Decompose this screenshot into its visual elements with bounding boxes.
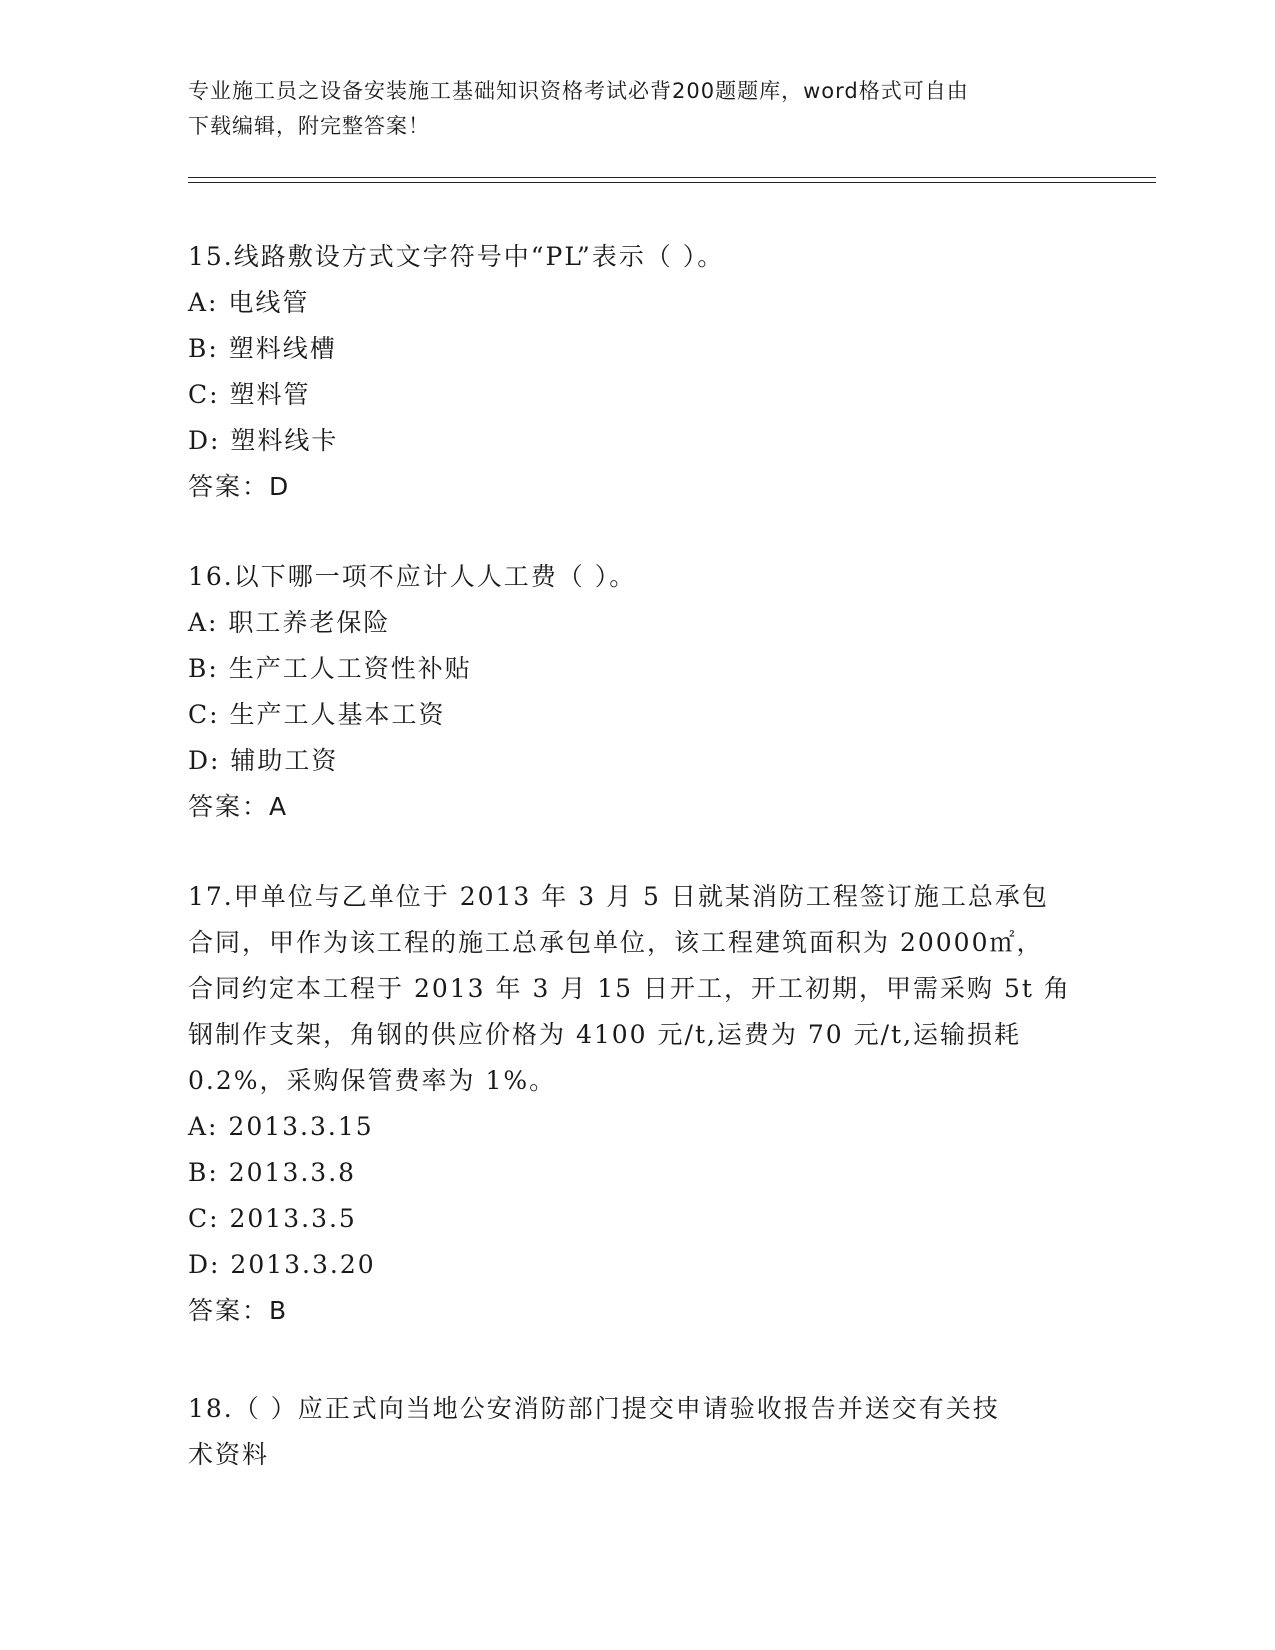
question-stem-line-4: 钢制作支架，角钢的供应价格为 4100 元/t,运费为 70 元/t,运输损耗 <box>188 1020 1022 1049</box>
question-stem-line-2: 术资料 <box>188 1440 270 1469</box>
header-divider-bottom <box>188 182 1156 183</box>
question-18 <box>188 1386 1088 1478</box>
option-a: A: 职工养老保险 <box>188 608 391 637</box>
option-b: B: 生产工人工资性补贴 <box>188 654 472 683</box>
question-stem-line-1: 18.（ ）应正式向当地公安消防部门提交申请验收报告并送交有关技 <box>188 1394 1000 1423</box>
option-b: B: 塑料线槽 <box>188 334 337 363</box>
option-c: C: 生产工人基本工资 <box>188 700 446 729</box>
option-a: A: 2013.3.15 <box>188 1112 374 1141</box>
option-c: C: 2013.3.5 <box>188 1204 357 1233</box>
question-stem: 15.线路敷设方式文字符号中“PL”表示（ ）。 <box>188 242 725 271</box>
document-header <box>188 74 1088 144</box>
question-16 <box>188 554 1088 830</box>
header-divider-top <box>188 177 1156 178</box>
header-line-2: 下载编辑，附完整答案！ <box>188 114 430 138</box>
question-stem-line-2: 合同，甲作为该工程的施工总承包单位，该工程建筑面积为 20000㎡， <box>188 928 1044 957</box>
question-stem-line-5: 0.2%，采购保管费率为 1%。 <box>188 1066 557 1095</box>
question-stem-line-3: 合同约定本工程于 2013 年 3 月 15 日开工，开工初期，甲需采购 5t 角 <box>188 974 1071 1003</box>
answer-line: 答案：A <box>188 792 289 821</box>
option-a: A: 电线管 <box>188 288 310 317</box>
question-stem-line-1: 17.甲单位与乙单位于 2013 年 3 月 5 日就某消防工程签订施工总承包 <box>188 882 1049 911</box>
answer-line: 答案：B <box>188 1296 289 1325</box>
question-17 <box>188 874 1088 1334</box>
option-c: C: 塑料管 <box>188 380 311 409</box>
header-line-1: 专业施工员之设备安装施工基础知识资格考试必背200题题库，word格式可自由 <box>188 79 969 103</box>
option-d: D: 塑料线卡 <box>188 426 339 455</box>
answer-line: 答案：D <box>188 472 291 501</box>
question-stem: 16.以下哪一项不应计人人工费（ ）。 <box>188 562 637 591</box>
option-b: B: 2013.3.8 <box>188 1158 357 1187</box>
option-d: D: 辅助工资 <box>188 746 339 775</box>
option-d: D: 2013.3.20 <box>188 1250 376 1279</box>
question-15 <box>188 234 1088 510</box>
